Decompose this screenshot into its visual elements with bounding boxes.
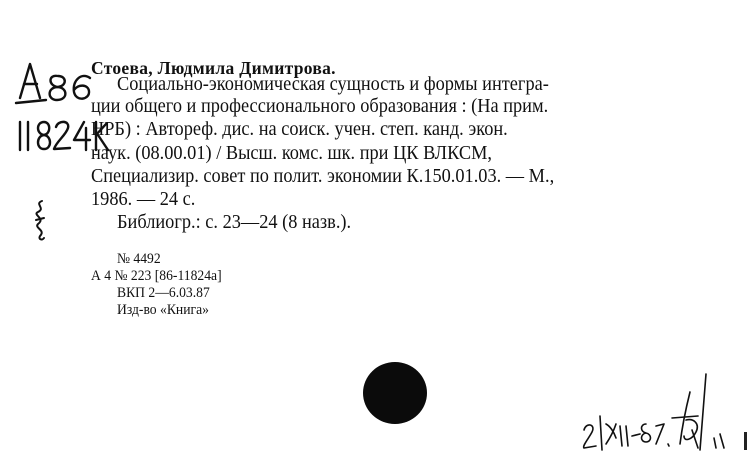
handwritten-signature-drawing: [580, 368, 730, 458]
edge-mark: [744, 432, 747, 450]
description-line-5: Специализир. совет по полит. экономии К.150.01.03. — М.,: [91, 166, 555, 187]
description-line-1: Социально-экономическая сущность и формы интегра-: [117, 74, 549, 95]
description-line-3: НРБ) : Автореф. дис. на соиск. учен. степ. канд. экон.: [91, 119, 508, 140]
handwritten-squiggle: [30, 198, 52, 242]
handwritten-squiggle-drawing: [30, 198, 52, 242]
handwritten-code-top: [14, 56, 94, 106]
registry-line: А 4 № 223 [86-11824а]: [91, 268, 222, 284]
description-line-4: наук. (08.00.01) / Высш. комс. шк. при ЦК ВЛКСМ,: [91, 143, 492, 164]
card-number: № 4492: [117, 251, 161, 267]
description-line-2: ции общего и профессионального образования : (На прим.: [91, 96, 549, 117]
description-line-6: 1986. — 24 с.: [91, 189, 196, 210]
bibliography-line: Библиогр.: с. 23—24 (8 назв.).: [117, 212, 352, 233]
punch-hole: [363, 362, 427, 424]
handwritten-code-top-drawing: [14, 56, 94, 106]
handwritten-signature: [580, 368, 730, 458]
author-name: Стоева, Людмила Димитрова.: [91, 58, 336, 78]
vkp-line: ВКП 2—6.03.87: [117, 285, 210, 301]
publisher-line: Изд-во «Книга»: [117, 302, 209, 318]
